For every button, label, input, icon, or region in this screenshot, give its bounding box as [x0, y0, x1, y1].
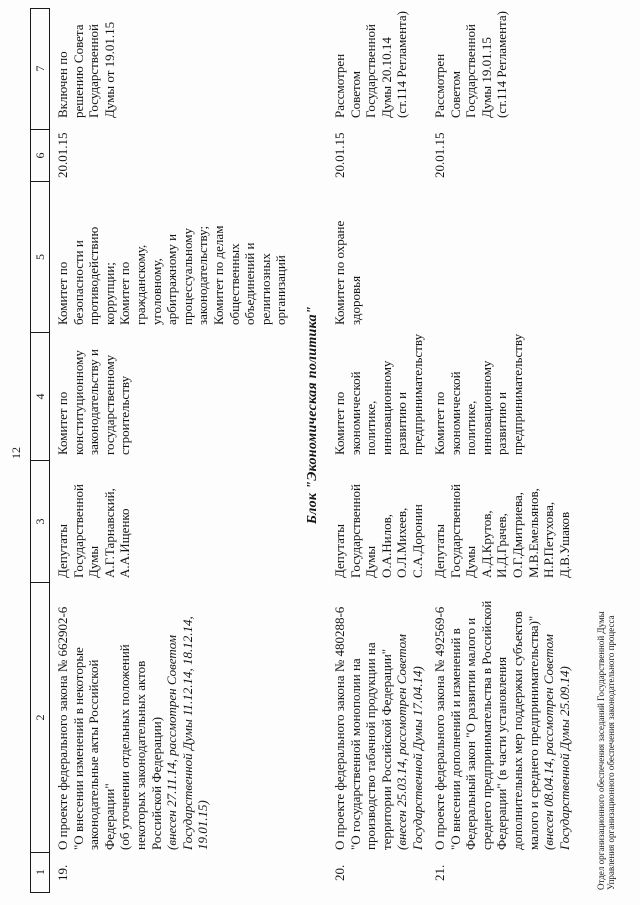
initiator-line: А.Д.Крутов, [478, 510, 494, 578]
lead-committee-cell [332, 334, 426, 455]
column-number-7: 7 [31, 8, 49, 130]
initiator-line: Депутаты [55, 524, 70, 578]
project-title-line: Российской Федерации) [148, 716, 164, 850]
column-number-header [30, 8, 50, 893]
project-title-line: О проекте федерального закона № 492569-6 [432, 606, 447, 850]
review-date: 20.01.15 [332, 132, 347, 178]
co-committee-line: противодействию [86, 226, 102, 325]
initiator-line: С.А.Доронин [409, 504, 425, 578]
lead-committee-line: предпринимательству [409, 333, 425, 455]
lead-committee-line: инновационному [378, 360, 394, 455]
project-note-line: (внесен 08.04.14, рассмотрен Советом [541, 634, 557, 850]
project-title-line: некоторых законодательных актов [132, 660, 148, 850]
lead-committee-line: Комитет по [432, 391, 447, 455]
lead-committee-line: Комитет по [55, 391, 70, 455]
date-cell [332, 133, 348, 179]
project-title-line: Федеральный закон "О развитии малого и [463, 617, 479, 850]
lead-committee-line: конституционному [70, 350, 86, 455]
row-number: 21. [432, 864, 447, 881]
co-committee-line: Комитет по охране [332, 220, 347, 325]
column-number-5: 5 [31, 182, 49, 333]
initiator-line: Д.В.Ушаков [556, 511, 572, 578]
page-number: 12 [9, 447, 23, 459]
row-number-cell [55, 865, 71, 881]
co-committee-line: объединений и [242, 242, 258, 325]
lead-committee-cell [432, 334, 526, 455]
initiator-line: О.Л.Михеев, [394, 507, 410, 578]
initiator-line: И.Д.Грачев, [494, 513, 510, 578]
lead-committee-line: экономической [447, 371, 463, 455]
project-title-line: О проекте федерального закона № 480288-6 [332, 606, 347, 850]
row-number-cell [332, 865, 348, 881]
project-title-line: малого и среднего предпринимательства)" [525, 615, 541, 850]
co-committee-line: законодательству; [195, 225, 211, 325]
status-line: Государственной [463, 23, 479, 118]
project-title-line: территории Российской Федерации" [378, 648, 394, 850]
column-number-4: 4 [31, 333, 49, 461]
initiator-line: О.Г.Дмитриева, [509, 491, 525, 578]
lead-committee-line: государственному [101, 354, 117, 455]
row-number: 19. [55, 864, 70, 881]
co-committee-line: арбитражному и [164, 233, 180, 325]
status-line: (ст.114 Регламента) [494, 11, 510, 118]
initiator-line: А.А.Ищенко [117, 508, 133, 578]
footer-line: Управления организационного обеспечения законодательного процесса [606, 615, 616, 890]
footer-department [596, 611, 616, 890]
co-committee-line: Комитет по делам [210, 225, 226, 325]
initiator-line: Государственной [347, 483, 363, 578]
lead-committee-line: Комитет по [332, 391, 347, 455]
initiator-line: Думы [463, 545, 479, 578]
status-line: Советом [447, 71, 463, 118]
lead-committee-line: развитию и [494, 391, 510, 455]
project-title-line: законодательные акты Российской [86, 659, 102, 850]
project-note-line: (внесен 27.11.14, рассмотрен Советом [164, 634, 180, 850]
status-line: Советом [347, 71, 363, 118]
status-line: Думы от 19.01.15 [101, 21, 117, 118]
status-line: Государственной [86, 23, 102, 118]
co-committee-line: здоровья [347, 275, 363, 325]
lead-committee-line: законодательству и [86, 349, 102, 455]
footer-line: Отдел организационного обеспечения заседаний Государственной Думы [596, 611, 606, 890]
co-committee-line: Комитет по [117, 261, 133, 325]
project-cell [55, 607, 211, 850]
co-committee-line: Комитет по [55, 261, 70, 325]
initiators-cell [432, 484, 572, 578]
co-committees-cell [55, 226, 289, 325]
co-committee-line: гражданскому, [132, 244, 148, 325]
lead-committee-cell [55, 349, 133, 455]
initiator-line: Депутаты [332, 524, 347, 578]
co-committee-line: уголовному, [148, 258, 164, 325]
project-note-line: Государственной Думы 17.04.14) [409, 666, 425, 850]
column-number-2: 2 [31, 583, 49, 853]
row-number: 20. [332, 864, 347, 881]
initiator-line: Думы [363, 545, 379, 578]
initiator-line: Государственной [447, 483, 463, 578]
status-cell [332, 11, 410, 118]
co-committee-line: безопасности и [70, 240, 86, 325]
status-line: (ст.114 Регламента) [394, 11, 410, 118]
status-line: Рассмотрен [432, 53, 447, 118]
project-note-line: 19.01.15) [195, 800, 211, 850]
initiator-line: Государственной [70, 483, 86, 578]
project-title-line: "О государственной монополии на [347, 658, 363, 850]
project-title-line: дополнительных мер поддержки субъектов [509, 611, 525, 850]
initiators-cell [55, 484, 133, 578]
status-cell [432, 11, 510, 118]
co-committees-cell [332, 221, 363, 325]
status-line: Думы 20.10.14 [378, 37, 394, 118]
initiator-line: М.В.Емельянов, [525, 488, 541, 578]
block-title: Блок "Экономическая политика" [305, 305, 320, 525]
lead-committee-line: развитию и [394, 391, 410, 455]
date-cell [55, 133, 71, 179]
lead-committee-line: строительству [117, 375, 133, 455]
project-title-line: "О внесении изменений в некоторые [70, 647, 86, 850]
lead-committee-line: экономической [347, 371, 363, 455]
project-cell [332, 607, 426, 850]
project-note-line: Государственной Думы 11.12.14, 18.12.14, [179, 616, 195, 850]
project-title-line: Федерации" [101, 783, 117, 850]
lead-committee-line: предпринимательству [509, 333, 525, 455]
status-cell [55, 22, 117, 118]
column-number-3: 3 [31, 461, 49, 583]
co-committee-line: процессуальному [179, 228, 195, 325]
lead-committee-line: политике, [463, 400, 479, 455]
project-cell [432, 601, 572, 850]
date-cell [432, 133, 448, 179]
initiators-cell [332, 484, 426, 578]
co-committee-line: коррупции; [101, 262, 117, 325]
initiator-line: Депутаты [432, 524, 447, 578]
column-number-6: 6 [31, 130, 49, 182]
project-note-line: Государственной Думы 25.09.14) [556, 666, 572, 850]
project-note-line: (внесен 25.03.14, рассмотрен Советом [394, 634, 410, 850]
project-title-line: Федерации" (в части установления [494, 656, 510, 850]
initiator-line: Н.Р.Петухова, [541, 501, 557, 578]
lead-committee-line: инновационному [478, 360, 494, 455]
status-line: решению Совета [70, 24, 86, 118]
co-committee-line: религиозных [257, 253, 273, 325]
row-number-cell [432, 865, 448, 881]
lead-committee-line: политике, [363, 400, 379, 455]
project-title-line: производство табачной продукции на [363, 642, 379, 850]
project-title-line: "О внесении дополнений и изменений в [447, 628, 463, 850]
project-title-line: (об уточнении отдельных положений [117, 644, 133, 850]
project-title-line: О проекте федерального закона № 662902-6 [55, 606, 70, 850]
status-line: Рассмотрен [332, 53, 347, 118]
project-title-line: среднего предпринимательства в Российской [478, 600, 494, 850]
review-date: 20.01.15 [55, 132, 70, 178]
initiator-line: А.Г.Тарнавский, [101, 488, 117, 578]
co-committee-line: общественных [226, 243, 242, 325]
status-line: Государственной [363, 23, 379, 118]
column-number-1: 1 [33, 869, 47, 875]
status-line: Включен по [55, 51, 70, 118]
status-line: Думы 19.01.15 [478, 37, 494, 118]
co-committee-line: организаций [273, 255, 289, 325]
initiator-line: Думы [86, 545, 102, 578]
initiator-line: О.А.Нилов, [378, 514, 394, 578]
review-date: 20.01.15 [432, 132, 447, 178]
